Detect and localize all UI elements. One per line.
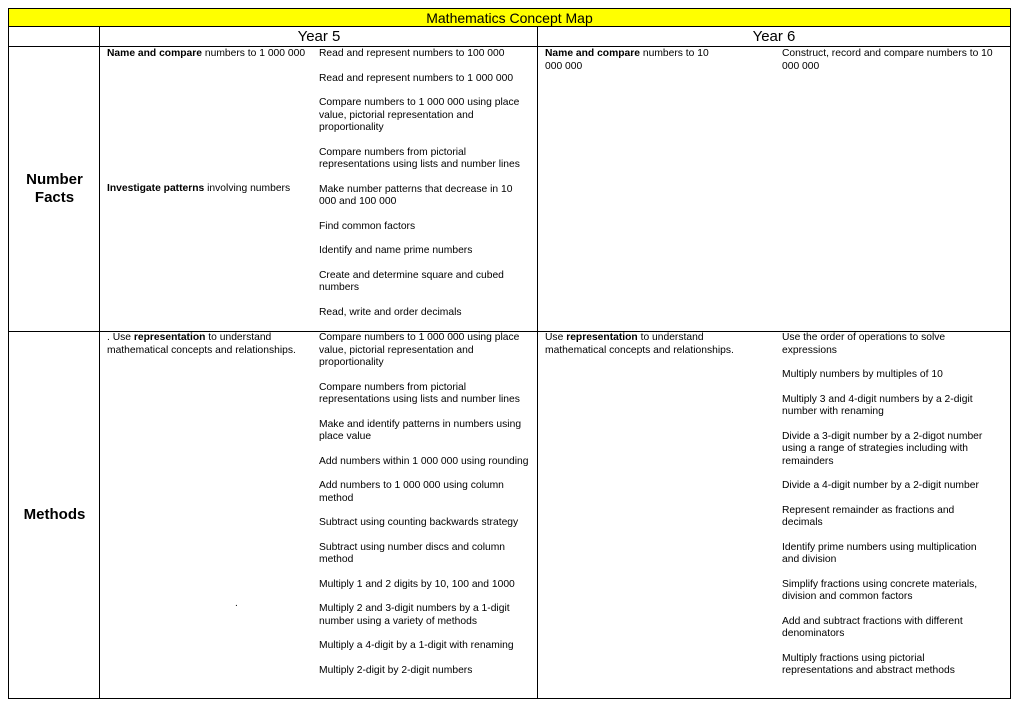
table-title: Mathematics Concept Map <box>8 8 1011 27</box>
list-item: Multiply 2 and 3-digit numbers by a 1-digit number using a variety of methods <box>319 603 510 627</box>
list-item: Make and identify patterns in numbers using place value <box>319 418 522 442</box>
list-item: Create and determine square and cubed numbers <box>319 269 504 293</box>
list-item: Subtract using counting backwards strategy <box>319 517 519 528</box>
header-empty-cell <box>8 27 100 47</box>
methods-label: Methods <box>23 505 86 523</box>
nf-y5-concept-2: Investigate patterns involving numbers <box>107 183 291 194</box>
list-item: Read and represent numbers to 100 000 <box>319 48 505 59</box>
list-item: Add numbers within 1 000 000 using rounding <box>319 455 529 467</box>
m-y5-concept: . Use representation to understand mathematical concepts and relationships. <box>107 332 296 356</box>
list-item: Add and subtract fractions with different denominators <box>782 615 963 639</box>
nf-y5-skills-list <box>319 48 531 331</box>
list-item: Compare numbers from pictorial representations using lists and number lines <box>319 381 520 405</box>
list-item: Identify and name prime numbers <box>319 245 473 256</box>
m-y5-skills-list <box>319 332 531 689</box>
list-item: Divide a 4-digit number by a 2-digit number <box>782 480 979 491</box>
list-item: Find common factors <box>319 220 416 232</box>
list-item: Divide a 3-digit number by a 2-digot number using a range of strategies including with remainders <box>782 430 983 467</box>
list-item: Multiply a 4-digit by a 1-digit with renaming <box>319 640 514 651</box>
m-y6-concept: Use representation to understand mathematical concepts and relationships. <box>545 332 734 356</box>
list-item: Compare numbers from pictorial representations using lists and number lines <box>319 146 520 170</box>
nf-y6-concept-1: Name and compare numbers to 10 000 000 <box>545 48 709 72</box>
list-item: Multiply numbers by multiples of 10 <box>782 369 943 380</box>
nf-y5-concept-1: Name and compare numbers to 1 000 000 <box>107 48 306 59</box>
list-item: Multiply fractions using pictorial representations and abstract methods <box>782 652 955 676</box>
year6-header: Year 6 <box>537 27 1011 47</box>
list-item: Multiply 3 and 4-digit numbers by a 2-digit number with renaming <box>782 393 973 417</box>
list-item: Identify prime numbers using multiplication and division <box>782 541 977 565</box>
list-item: Simplify fractions using concrete materials, division and common factors <box>782 578 978 602</box>
list-item: Compare numbers to 1 000 000 using place value, pictorial representation and proportionality <box>319 332 520 368</box>
list-item: Compare numbers to 1 000 000 using place value, pictorial representation and proportionality <box>319 97 520 133</box>
m-y6-skills-list <box>782 332 994 690</box>
list-item: Read, write and order decimals <box>319 306 462 318</box>
stray-dot: . <box>235 598 238 609</box>
list-item: Read and represent numbers to 1 000 000 <box>319 72 514 84</box>
number-facts-year6-cell <box>537 47 1011 332</box>
number-facts-label: Number Facts <box>26 171 83 206</box>
year5-header: Year 5 <box>99 27 538 47</box>
row-label-number-facts <box>8 47 100 332</box>
list-item: Make number patterns that decrease in 10 000 and 100 000 <box>319 183 513 207</box>
list-item: Multiply 1 and 2 digits by 10, 100 and 1000 <box>319 578 515 590</box>
list-item: Subtract using number discs and column method <box>319 541 506 565</box>
list-item: Represent remainder as fractions and decimals <box>782 504 955 528</box>
row-label-methods <box>8 331 100 699</box>
list-item: Construct, record and compare numbers to 10 000 000 <box>782 48 993 72</box>
nf-y6-skills-list <box>782 48 997 85</box>
list-item: Use the order of operations to solve expressions <box>782 332 946 356</box>
list-item: Multiply 2-digit by 2-digit numbers <box>319 664 473 676</box>
list-item: Add numbers to 1 000 000 using column method <box>319 480 504 504</box>
